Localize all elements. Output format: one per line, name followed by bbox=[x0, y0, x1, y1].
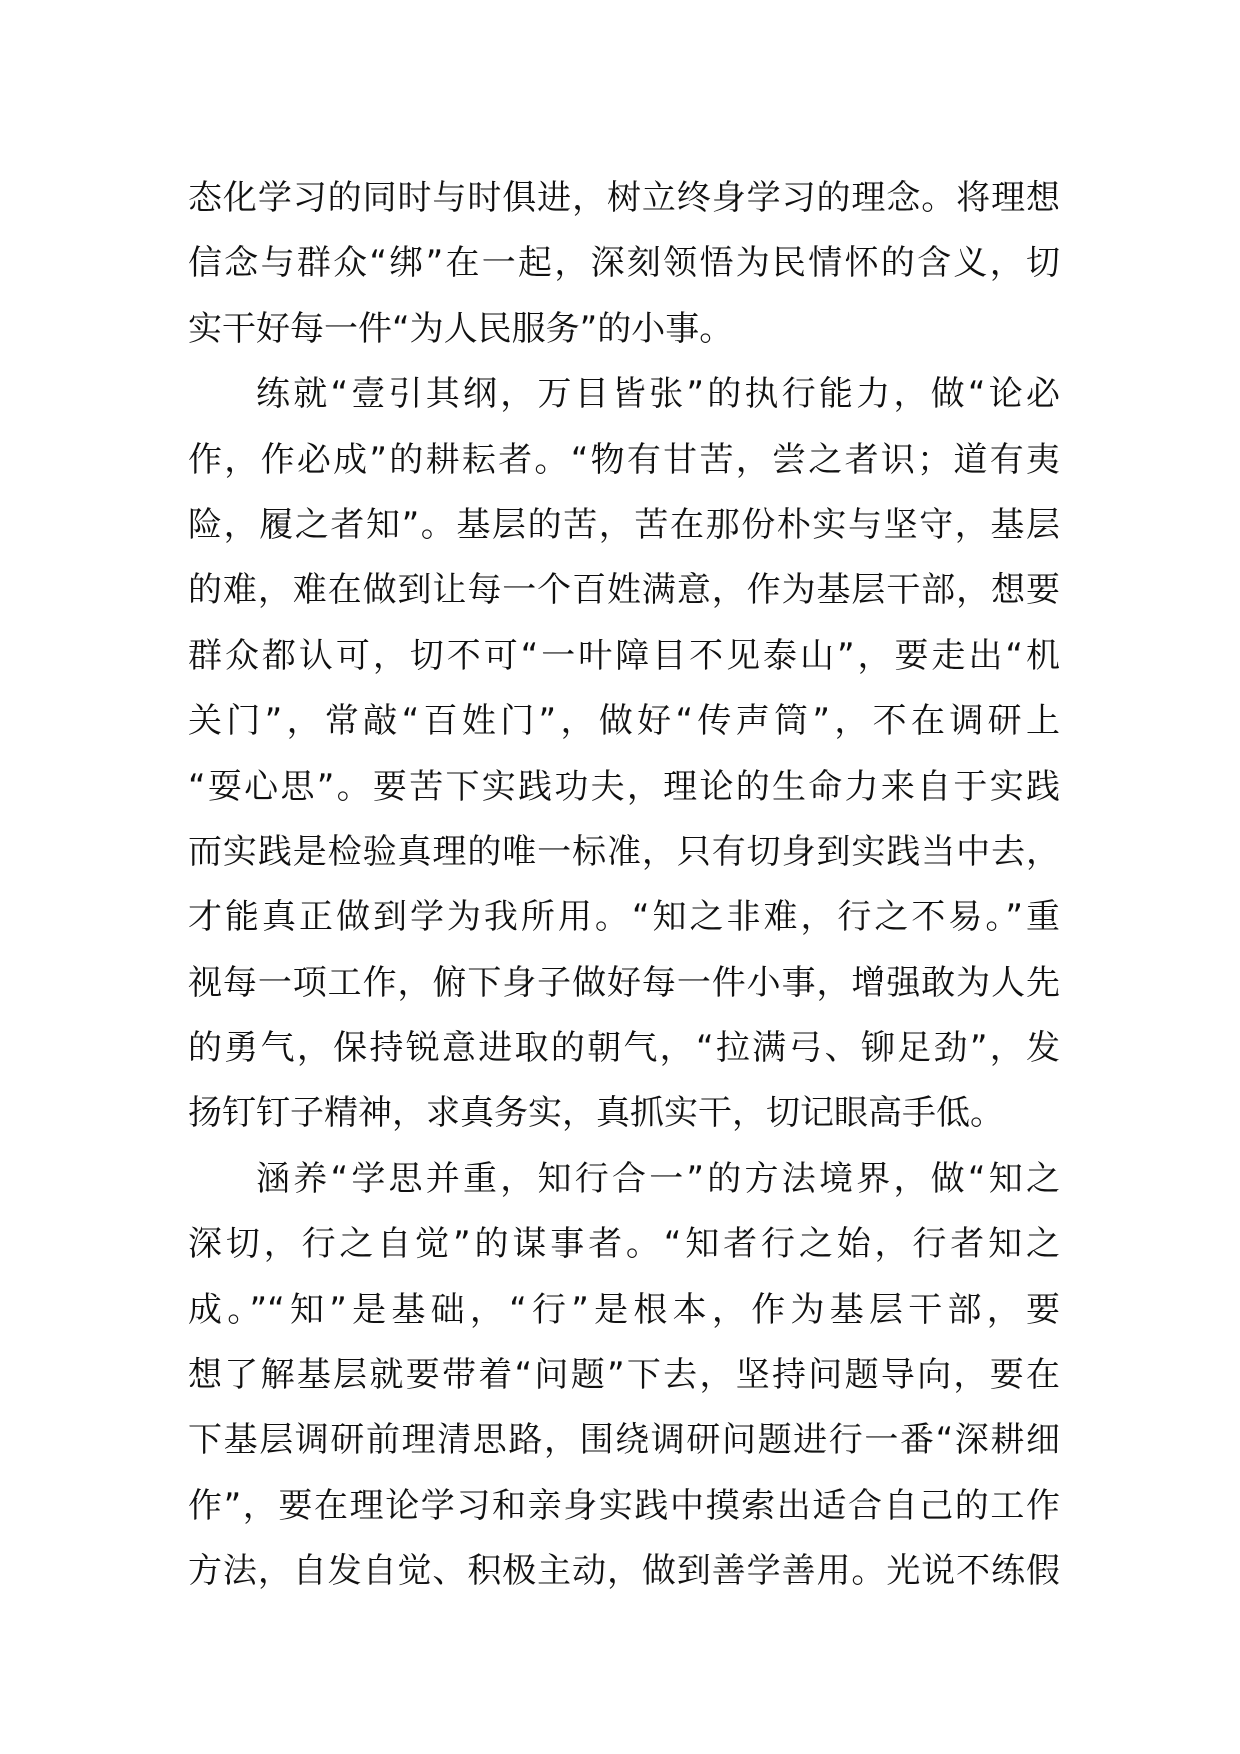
paragraph-line: 实干好每一件“为人民服务”的小事。 bbox=[188, 308, 734, 349]
paragraph-line: 扬钉钉子精神，求真务实，真抓实干，切记眼高手低。 bbox=[188, 1093, 1004, 1134]
paragraph-line: 态化学习的同时与时俱进，树立终身学习的理念。将理想 bbox=[188, 178, 1060, 218]
paragraph-line: 而实践是检验真理的唯一标准，只有切身到实践当中去， bbox=[188, 831, 1060, 872]
paragraph-line: 险，履之者知”。基层的苦，苦在那份朴实与坚守，基层 bbox=[188, 504, 1060, 545]
paragraph-line: 深切，行之自觉”的谋事者。“知者行之始，行者知之 bbox=[188, 1224, 1060, 1265]
paragraph-line: 练就“壹引其纲，万目皆张”的执行能力，做“论必 bbox=[256, 374, 1060, 415]
paragraph-3 bbox=[188, 1147, 1060, 1605]
paragraph-line: 的勇气，保持锐意进取的朝气，“拉满弓、铆足劲”，发 bbox=[188, 1028, 1060, 1069]
paragraph-line: 想了解基层就要带着“问题”下去，坚持问题导向，要在 bbox=[188, 1355, 1060, 1396]
paragraph-line: “耍心思”。要苦下实践功夫，理论的生命力来自于实践 bbox=[188, 766, 1060, 807]
paragraph-line: 方法，自发自觉、积极主动，做到善学善用。光说不练假 bbox=[188, 1551, 1060, 1592]
paragraph-1 bbox=[188, 166, 1060, 362]
body-text bbox=[188, 166, 1060, 1605]
paragraph-line: 关门”，常敲“百姓门”，做好“传声筒”，不在调研上 bbox=[188, 701, 1060, 742]
paragraph-line: 成。”“知”是基础，“行”是根本，作为基层干部，要 bbox=[188, 1289, 1060, 1330]
paragraph-line: 的难，难在做到让每一个百姓满意，作为基层干部，想要 bbox=[188, 570, 1060, 611]
paragraph-line: 作，作必成”的耕耘者。“物有甘苦，尝之者识；道有夷 bbox=[188, 439, 1060, 480]
paragraph-line: 群众都认可，切不可“一叶障目不见泰山”，要走出“机 bbox=[188, 635, 1060, 676]
paragraph-line: 才能真正做到学为我所用。“知之非难，行之不易。”重 bbox=[188, 897, 1060, 938]
paragraph-line: 下基层调研前理清思路，围绕调研问题进行一番“深耕细 bbox=[188, 1420, 1060, 1461]
paragraph-line: 视每一项工作，俯下身子做好每一件小事，增强敢为人先 bbox=[188, 962, 1060, 1003]
paragraph-line: 信念与群众“绑”在一起，深刻领悟为民情怀的含义，切 bbox=[188, 243, 1060, 284]
paragraph-line: 涵养“学思并重，知行合一”的方法境界，做“知之 bbox=[256, 1158, 1060, 1199]
paragraph-2 bbox=[188, 362, 1060, 1147]
paragraph-line: 作”，要在理论学习和亲身实践中摸索出适合自己的工作 bbox=[188, 1485, 1060, 1526]
